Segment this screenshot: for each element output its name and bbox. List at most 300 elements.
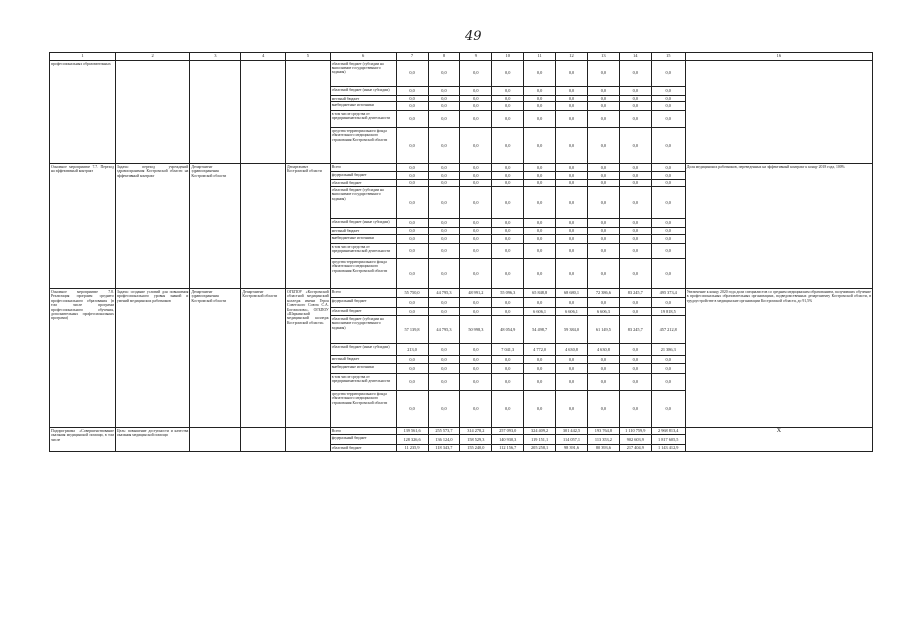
activity-name: Основное мероприятие 7.7. Переход на эффективный контракт	[50, 164, 116, 289]
amount-cell: 4 772,0	[524, 344, 556, 356]
amount-cell: 0,0	[524, 391, 556, 428]
amount-cell: 0,0	[556, 111, 588, 128]
amount-cell: 0,0	[619, 244, 651, 259]
amount-cell: 0,0	[396, 111, 428, 128]
amount-cell: 0,0	[587, 298, 619, 308]
amount-cell: 0,0	[492, 374, 524, 391]
amount-cell: 0,0	[492, 364, 524, 374]
amount-cell: 0,0	[428, 180, 460, 187]
amount-cell: 0,0	[587, 102, 619, 111]
amount-cell: 0,0	[651, 172, 685, 180]
amount-cell: 6 606,3	[587, 308, 619, 316]
amount-cell: 0,0	[396, 102, 428, 111]
amount-cell: 0,0	[396, 391, 428, 428]
column-number: 12	[556, 53, 588, 61]
amount-cell: 0,0	[460, 259, 492, 289]
amount-cell: 140 930,3	[492, 435, 524, 445]
amount-cell: 0,0	[651, 391, 685, 428]
task-description: Задача: переход учреждений здравоохранения Костромской области на эффективный контракт	[115, 164, 189, 289]
not-applicable-mark: Х	[685, 428, 872, 452]
amount-cell: 0,0	[651, 374, 685, 391]
amount-cell: 0,0	[460, 128, 492, 164]
amount-cell: 314 278,2	[460, 428, 492, 435]
amount-cell: 0,0	[556, 102, 588, 111]
amount-cell: 0,0	[587, 128, 619, 164]
goal-description: Цель: повышение доступности и качества оказания медицинской помощи	[115, 428, 189, 452]
amount-cell: 0,0	[428, 228, 460, 235]
amount-cell: 0,0	[396, 244, 428, 259]
amount-cell: 112 156,7	[492, 445, 524, 452]
funding-source: в том числе средства от предпринимательской деятельности	[330, 374, 396, 391]
column-number-row	[50, 53, 873, 61]
funding-source: федеральный бюджет	[330, 435, 396, 445]
amount-cell: 0,0	[619, 235, 651, 244]
amount-cell: 0,0	[619, 364, 651, 374]
participant: ОГБПОУ «Костромской областной медицинский колледж имени Героя Советского Союза С.А. Богомолова», ОГБПОУ «Шарьинский медицинский колледж Костромской области»	[286, 289, 331, 428]
funding-source: средства территориального фонда обязательного медицинского страхования Костромской области	[330, 259, 396, 289]
amount-cell: 0,0	[556, 228, 588, 235]
amount-cell: 0,0	[587, 374, 619, 391]
amount-cell: 0,0	[556, 87, 588, 96]
amount-cell: 61 149,5	[587, 316, 619, 344]
amount-cell: 0,0	[460, 164, 492, 172]
amount-cell: 0,0	[619, 374, 651, 391]
column-number: 8	[428, 53, 460, 61]
amount-cell: 0,0	[587, 219, 619, 228]
funding-source: Всего	[330, 164, 396, 172]
amount-cell: 0,0	[492, 244, 524, 259]
amount-cell: 0,0	[556, 356, 588, 364]
amount-cell: 0,0	[651, 235, 685, 244]
amount-cell: 72 386,6	[587, 289, 619, 298]
column-number: 14	[619, 53, 651, 61]
column-number: 9	[460, 53, 492, 61]
amount-cell: 0,0	[524, 187, 556, 219]
amount-cell: 0,0	[428, 87, 460, 96]
amount-cell: 0,0	[396, 356, 428, 364]
amount-cell: 0,0	[651, 128, 685, 164]
amount-cell: 44 795,3	[428, 289, 460, 298]
funding-source: местный бюджет	[330, 228, 396, 235]
amount-cell: 0,0	[524, 364, 556, 374]
amount-cell: 98 391,6	[556, 445, 588, 452]
amount-cell: 0,0	[428, 187, 460, 219]
funding-source: местный бюджет	[330, 96, 396, 102]
amount-cell: 19 818,5	[651, 308, 685, 316]
amount-cell: 128 326,6	[396, 435, 428, 445]
amount-cell: 0,0	[556, 374, 588, 391]
amount-cell: 0,0	[556, 219, 588, 228]
amount-cell: 0,0	[524, 244, 556, 259]
amount-cell: 0,0	[492, 228, 524, 235]
amount-cell: 0,0	[524, 219, 556, 228]
financing-row	[50, 164, 873, 172]
amount-cell: 301 442,5	[556, 428, 588, 435]
amount-cell: 0,0	[492, 235, 524, 244]
column-number: 1	[50, 53, 116, 61]
amount-cell: 0,0	[428, 244, 460, 259]
amount-cell: 0,0	[396, 96, 428, 102]
amount-cell: 0,0	[619, 187, 651, 219]
amount-cell: 0,0	[460, 172, 492, 180]
amount-cell: 0,0	[619, 259, 651, 289]
amount-cell: 55 750,0	[396, 289, 428, 298]
amount-cell: 0,0	[524, 298, 556, 308]
amount-cell: 0,0	[619, 180, 651, 187]
amount-cell: 0,0	[556, 235, 588, 244]
column-number: 11	[524, 53, 556, 61]
co-executor: Департамент Костромской области	[241, 289, 286, 428]
amount-cell: 0,0	[619, 96, 651, 102]
amount-cell: 0,0	[556, 364, 588, 374]
amount-cell: 6 606,1	[556, 308, 588, 316]
amount-cell: 0,0	[396, 87, 428, 96]
amount-cell: 83 245,7	[619, 316, 651, 344]
amount-cell: 0,0	[524, 172, 556, 180]
amount-cell: 0,0	[492, 298, 524, 308]
amount-cell: 0,0	[587, 244, 619, 259]
financing-row	[50, 61, 873, 87]
amount-cell: 4 630,8	[556, 344, 588, 356]
activity-name: Основное мероприятие 7.8. Реализация программ среднего профессионального образования (в том числе программ профессионального обучения, дополнительных профессиональных программ)	[50, 289, 116, 428]
amount-cell: 6 606,1	[524, 308, 556, 316]
amount-cell: 0,0	[428, 364, 460, 374]
column-number: 6	[330, 53, 396, 61]
amount-cell: 0,0	[460, 228, 492, 235]
funding-source: местный бюджет	[330, 356, 396, 364]
amount-cell: 0,0	[460, 61, 492, 87]
amount-cell: 0,0	[428, 235, 460, 244]
funding-source: областной бюджет (иные субсидии)	[330, 87, 396, 96]
amount-cell: 0,0	[556, 61, 588, 87]
amount-cell: 0,0	[396, 228, 428, 235]
amount-cell: 155 240,0	[460, 445, 492, 452]
amount-cell: 0,0	[460, 298, 492, 308]
amount-cell: 0,0	[396, 164, 428, 172]
amount-cell: 0,0	[492, 111, 524, 128]
amount-cell: 0,0	[492, 187, 524, 219]
amount-cell: 0,0	[619, 61, 651, 87]
amount-cell: 0,0	[651, 356, 685, 364]
amount-cell: 0,0	[460, 87, 492, 96]
amount-cell: 136 124,0	[428, 435, 460, 445]
amount-cell: 0,0	[492, 164, 524, 172]
amount-cell: 0,0	[619, 128, 651, 164]
column-number: 4	[241, 53, 286, 61]
amount-cell: 0,0	[428, 344, 460, 356]
column-number: 7	[396, 53, 428, 61]
amount-cell: 0,0	[587, 228, 619, 235]
activity-name: профессиональных образовательных	[50, 61, 116, 164]
amount-cell: 0,0	[524, 87, 556, 96]
amount-cell: 902 603,9	[619, 435, 651, 445]
amount-cell: 0,0	[396, 219, 428, 228]
funding-source: в том числе средства от предпринимательской деятельности	[330, 111, 396, 128]
amount-cell: 83 245,7	[619, 289, 651, 298]
column-number: 16	[685, 53, 872, 61]
amount-cell: 0,0	[492, 102, 524, 111]
funding-source: областной бюджет	[330, 180, 396, 187]
amount-cell: 0,0	[556, 391, 588, 428]
amount-cell: 0,0	[651, 96, 685, 102]
amount-cell: 0,0	[651, 61, 685, 87]
amount-cell: 0,0	[619, 111, 651, 128]
amount-cell: 0,0	[651, 259, 685, 289]
amount-cell: 0,0	[556, 298, 588, 308]
funding-source: внебюджетные источники	[330, 102, 396, 111]
amount-cell: 0,0	[651, 298, 685, 308]
amount-cell: 0,0	[492, 180, 524, 187]
amount-cell: 1 817 605,5	[651, 435, 685, 445]
amount-cell: 0,0	[619, 228, 651, 235]
responsible-executor: Департамент здравоохранения Костромской области	[190, 164, 241, 289]
participant	[286, 61, 331, 164]
amount-cell: 139 561,6	[396, 428, 428, 435]
responsible-executor	[190, 428, 241, 452]
amount-cell: 0,0	[428, 219, 460, 228]
amount-cell: 48 991,2	[460, 289, 492, 298]
amount-cell: 68 680,1	[556, 289, 588, 298]
amount-cell: 0,0	[619, 102, 651, 111]
amount-cell: 158 529,3	[460, 435, 492, 445]
funding-source: областной бюджет (иные субсидии)	[330, 219, 396, 228]
amount-cell: 0,0	[587, 111, 619, 128]
amount-cell: 205 258,1	[524, 445, 556, 452]
funding-source: федеральный бюджет	[330, 172, 396, 180]
amount-cell: 80 393,6	[587, 445, 619, 452]
funding-source: Всего	[330, 289, 396, 298]
amount-cell: 324 409,2	[524, 428, 556, 435]
expected-result: Увеличение к концу 2020 года доли специалистов со средним медицинским образованием, получивших обучение в профессиональных образовательных организациях, подведомственных департаменту Костромской области, в трудоустройстве в медицинские организации Костромской области, до 91,5%	[685, 289, 872, 428]
amount-cell: 65 848,8	[524, 289, 556, 298]
amount-cell: 0,0	[587, 187, 619, 219]
amount-cell: 0,0	[396, 187, 428, 219]
amount-cell: 0,0	[587, 391, 619, 428]
amount-cell: 54 498,7	[524, 316, 556, 344]
amount-cell: 0,0	[492, 219, 524, 228]
funding-source: областной бюджет (иные субсидии)	[330, 344, 396, 356]
amount-cell: 0,0	[492, 87, 524, 96]
column-number: 10	[492, 53, 524, 61]
amount-cell: 0,0	[396, 128, 428, 164]
amount-cell: 0,0	[492, 308, 524, 316]
funding-source: областной бюджет	[330, 445, 396, 452]
amount-cell: 0,0	[396, 374, 428, 391]
amount-cell: 0,0	[524, 164, 556, 172]
amount-cell: 0,0	[428, 298, 460, 308]
amount-cell: 0,0	[651, 87, 685, 96]
expected-result: Доля медицинских работников, переведенных на эффективный контракт к концу 2018 года, 100%	[685, 164, 872, 289]
amount-cell: 0,0	[460, 364, 492, 374]
amount-cell: 0,0	[524, 111, 556, 128]
amount-cell: 0,0	[619, 87, 651, 96]
funding-source: Всего	[330, 428, 396, 435]
amount-cell: 0,0	[396, 308, 428, 316]
amount-cell: 44 795,3	[428, 316, 460, 344]
amount-cell: 217 404,9	[619, 445, 651, 452]
amount-cell: 0,0	[460, 244, 492, 259]
amount-cell: 0,0	[556, 164, 588, 172]
amount-cell: 0,0	[524, 228, 556, 235]
amount-cell: 0,0	[492, 128, 524, 164]
amount-cell: 21 386,3	[651, 344, 685, 356]
funding-source: средства территориального фонда обязательного медицинского страхования Костромской области	[330, 391, 396, 428]
amount-cell: 0,0	[428, 308, 460, 316]
amount-cell: 0,0	[460, 187, 492, 219]
amount-cell: 0,0	[587, 180, 619, 187]
subprogram-name: Подпрограмма «Совершенствование оказания медицинской помощи, в том числе	[50, 428, 116, 452]
column-number: 5	[286, 53, 331, 61]
amount-cell: 0,0	[587, 235, 619, 244]
amount-cell: 0,0	[587, 356, 619, 364]
amount-cell: 0,0	[556, 96, 588, 102]
amount-cell: 0,0	[428, 391, 460, 428]
task-description	[115, 61, 189, 164]
amount-cell: 0,0	[556, 172, 588, 180]
column-number: 2	[115, 53, 189, 61]
program-financing-table	[49, 52, 873, 452]
amount-cell: 0,0	[619, 344, 651, 356]
co-executor	[241, 428, 286, 452]
funding-source: внебюджетные источники	[330, 364, 396, 374]
amount-cell: 0,0	[428, 102, 460, 111]
amount-cell: 0,0	[556, 244, 588, 259]
amount-cell: 7 041,3	[492, 344, 524, 356]
amount-cell: 0,0	[651, 180, 685, 187]
amount-cell: 119 151,1	[524, 435, 556, 445]
co-executor	[241, 61, 286, 164]
amount-cell: 0,0	[460, 344, 492, 356]
amount-cell: 0,0	[428, 172, 460, 180]
amount-cell: 0,0	[651, 187, 685, 219]
amount-cell: 0,0	[587, 259, 619, 289]
amount-cell: 114 057,1	[556, 435, 588, 445]
amount-cell: 0,0	[460, 219, 492, 228]
amount-cell: 0,0	[460, 356, 492, 364]
amount-cell: 0,0	[428, 374, 460, 391]
amount-cell: 0,0	[524, 61, 556, 87]
amount-cell: 0,0	[556, 187, 588, 219]
amount-cell: 0,0	[619, 219, 651, 228]
amount-cell: 0,0	[460, 180, 492, 187]
column-number: 3	[190, 53, 241, 61]
amount-cell: 0,0	[428, 356, 460, 364]
amount-cell: 59 384,0	[556, 316, 588, 344]
funding-source: областной бюджет (субсидии на выполнение государственного задания)	[330, 316, 396, 344]
amount-cell: 0,0	[428, 259, 460, 289]
amount-cell: 0,0	[396, 61, 428, 87]
amount-cell: 0,0	[651, 111, 685, 128]
responsible-executor: Департамент здравоохранения Костромской области	[190, 289, 241, 428]
amount-cell: 48 054,9	[492, 316, 524, 344]
co-executor	[241, 164, 286, 289]
amount-cell: 0,0	[556, 259, 588, 289]
amount-cell: 0,0	[460, 308, 492, 316]
amount-cell: 0,0	[619, 298, 651, 308]
amount-cell: 0,0	[587, 164, 619, 172]
amount-cell: 0,0	[524, 102, 556, 111]
amount-cell: 0,0	[619, 391, 651, 428]
amount-cell: 0,0	[619, 164, 651, 172]
column-number: 13	[587, 53, 619, 61]
amount-cell: 118 343,7	[428, 445, 460, 452]
amount-cell: 0,0	[460, 235, 492, 244]
amount-cell: 0,0	[460, 96, 492, 102]
column-number: 15	[651, 53, 685, 61]
funding-source: федеральный бюджет	[330, 298, 396, 308]
funding-source: областной бюджет (субсидии на выполнение государственного задания)	[330, 187, 396, 219]
amount-cell: 0,0	[492, 356, 524, 364]
amount-cell: 0,0	[651, 164, 685, 172]
amount-cell: 0,0	[587, 96, 619, 102]
amount-cell: 0,0	[428, 96, 460, 102]
amount-cell: 1 143 412,9	[651, 445, 685, 452]
amount-cell: 0,0	[460, 102, 492, 111]
amount-cell: 0,0	[619, 308, 651, 316]
amount-cell: 0,0	[460, 374, 492, 391]
funding-source: в том числе средства от предпринимательской деятельности	[330, 244, 396, 259]
amount-cell: 0,0	[396, 364, 428, 374]
participant	[286, 428, 331, 452]
amount-cell: 50 998,3	[460, 316, 492, 344]
amount-cell: 495 373,4	[651, 289, 685, 298]
amount-cell: 0,0	[492, 61, 524, 87]
amount-cell: 0,0	[524, 235, 556, 244]
amount-cell: 0,0	[428, 61, 460, 87]
amount-cell: 0,0	[651, 228, 685, 235]
page-number: 49	[465, 29, 482, 44]
amount-cell: 0,0	[460, 391, 492, 428]
task-description: Задача: создание условий для повышения профессионального уровня знаний и умений медицинских работников	[115, 289, 189, 428]
amount-cell: 0,0	[428, 128, 460, 164]
funding-source: средства территориального фонда обязательного медицинского страхования Костромской области	[330, 128, 396, 164]
participant: Департамент Костромской области	[286, 164, 331, 289]
amount-cell: 0,0	[492, 391, 524, 428]
amount-cell: 0,0	[524, 180, 556, 187]
financing-row	[50, 289, 873, 298]
amount-cell: 0,0	[619, 356, 651, 364]
amount-cell: 0,0	[619, 172, 651, 180]
funding-source: областной бюджет (субсидии на выполнение государственного задания)	[330, 61, 396, 87]
amount-cell: 0,0	[587, 172, 619, 180]
amount-cell: 255 573,7	[428, 428, 460, 435]
amount-cell: 0,0	[524, 374, 556, 391]
amount-cell: 0,0	[587, 61, 619, 87]
amount-cell: 4 630,8	[587, 344, 619, 356]
amount-cell: 0,0	[396, 235, 428, 244]
amount-cell: 11 235,9	[396, 445, 428, 452]
amount-cell: 0,0	[524, 356, 556, 364]
amount-cell: 55 096,3	[492, 289, 524, 298]
amount-cell: 0,0	[396, 298, 428, 308]
amount-cell: 0,0	[460, 111, 492, 128]
amount-cell: 0,0	[396, 180, 428, 187]
responsible-executor	[190, 61, 241, 164]
amount-cell: 0,0	[492, 172, 524, 180]
expected-result	[685, 61, 872, 164]
financing-row	[50, 428, 873, 435]
funding-source: областной бюджет	[330, 308, 396, 316]
amount-cell: 0,0	[556, 180, 588, 187]
amount-cell: 0,0	[587, 364, 619, 374]
amount-cell: 213,0	[396, 344, 428, 356]
amount-cell: 257 093,0	[492, 428, 524, 435]
amount-cell: 113 353,2	[587, 435, 619, 445]
amount-cell: 0,0	[396, 259, 428, 289]
amount-cell: 0,0	[396, 172, 428, 180]
amount-cell: 0,0	[651, 219, 685, 228]
amount-cell: 0,0	[587, 87, 619, 96]
